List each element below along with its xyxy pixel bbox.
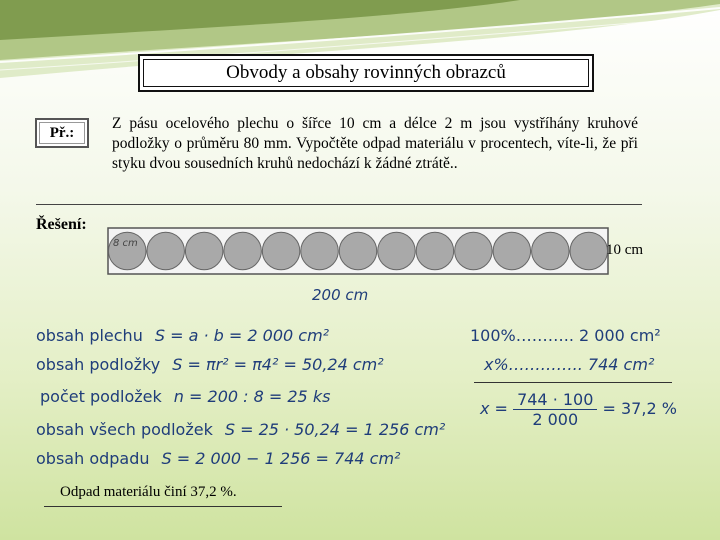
washer-circle [532, 232, 569, 269]
conclusion-underline [44, 506, 282, 507]
proportion-lhs: x = [480, 399, 508, 418]
washer-circle [147, 232, 184, 269]
strip-length-label: 200 cm [312, 286, 369, 304]
circle-diameter-label: 8 cm [113, 238, 138, 249]
calc-name: počet podložek [40, 387, 162, 406]
washer-circle [224, 232, 261, 269]
solution-label: Řešení: [36, 216, 87, 233]
strip-width-label: 10 cm [606, 242, 644, 258]
divider [36, 204, 642, 205]
washer-circle [378, 232, 415, 269]
problem-text: Z pásu ocelového plechu o šířce 10 cm a délce 2 m jsou vystříhány kruhové podložky o průměru 80 mm. Vypočtěte odpad materiálu v procentech, víte-li, že při styku dvou sousedních kruhů nedochází k žádné ztrátě.. [112, 115, 638, 172]
calc-formula: S = 25 · 50,24 = 1 256 cm² [224, 420, 446, 439]
calc-row-washer-area [36, 355, 384, 374]
fraction-denominator: 2 000 [532, 410, 579, 429]
calc-formula: S = a · b = 2 000 cm² [154, 326, 330, 345]
proportion-row-2: x%………….. 744 cm² [484, 355, 655, 374]
washer-circle [262, 232, 299, 269]
calc-name: obsah odpadu [36, 449, 150, 468]
proportion-result: = 37,2 % [602, 399, 677, 418]
conclusion-text: Odpad materiálu činí 37,2 %. [60, 484, 237, 500]
proportion-divider [474, 382, 672, 383]
calc-formula: S = 2 000 − 1 256 = 744 cm² [161, 449, 401, 468]
page-title [138, 54, 594, 92]
washer-circle [416, 232, 453, 269]
page-title-text: Obvody a obsahy rovinných obrazců [226, 62, 506, 83]
proportion-fraction [513, 390, 597, 429]
calc-row-waste-area [36, 449, 400, 468]
calc-name: obsah podložky [36, 355, 161, 374]
washer-circle [570, 232, 607, 269]
calc-row-all-washers-area [36, 420, 445, 439]
washer-circle [185, 232, 222, 269]
proportion-row-1: 100%……….. 2 000 cm² [470, 326, 661, 345]
washer-circle [455, 232, 492, 269]
proportion-solution [480, 390, 677, 429]
fraction-numerator: 744 · 100 [513, 390, 597, 410]
calc-name: obsah plechu [36, 326, 143, 345]
washer-circle [301, 232, 338, 269]
calc-formula: S = πr² = π4² = 50,24 cm² [172, 355, 384, 374]
calc-formula: n = 200 : 8 = 25 ks [173, 387, 331, 406]
calc-row-sheet-area [36, 326, 329, 345]
example-label: Př.: [49, 124, 75, 141]
calc-name: obsah všech podložek [36, 420, 213, 439]
calc-row-washer-count [40, 387, 330, 406]
example-badge [35, 118, 89, 148]
washer-circle [493, 232, 530, 269]
washer-circle [339, 232, 376, 269]
